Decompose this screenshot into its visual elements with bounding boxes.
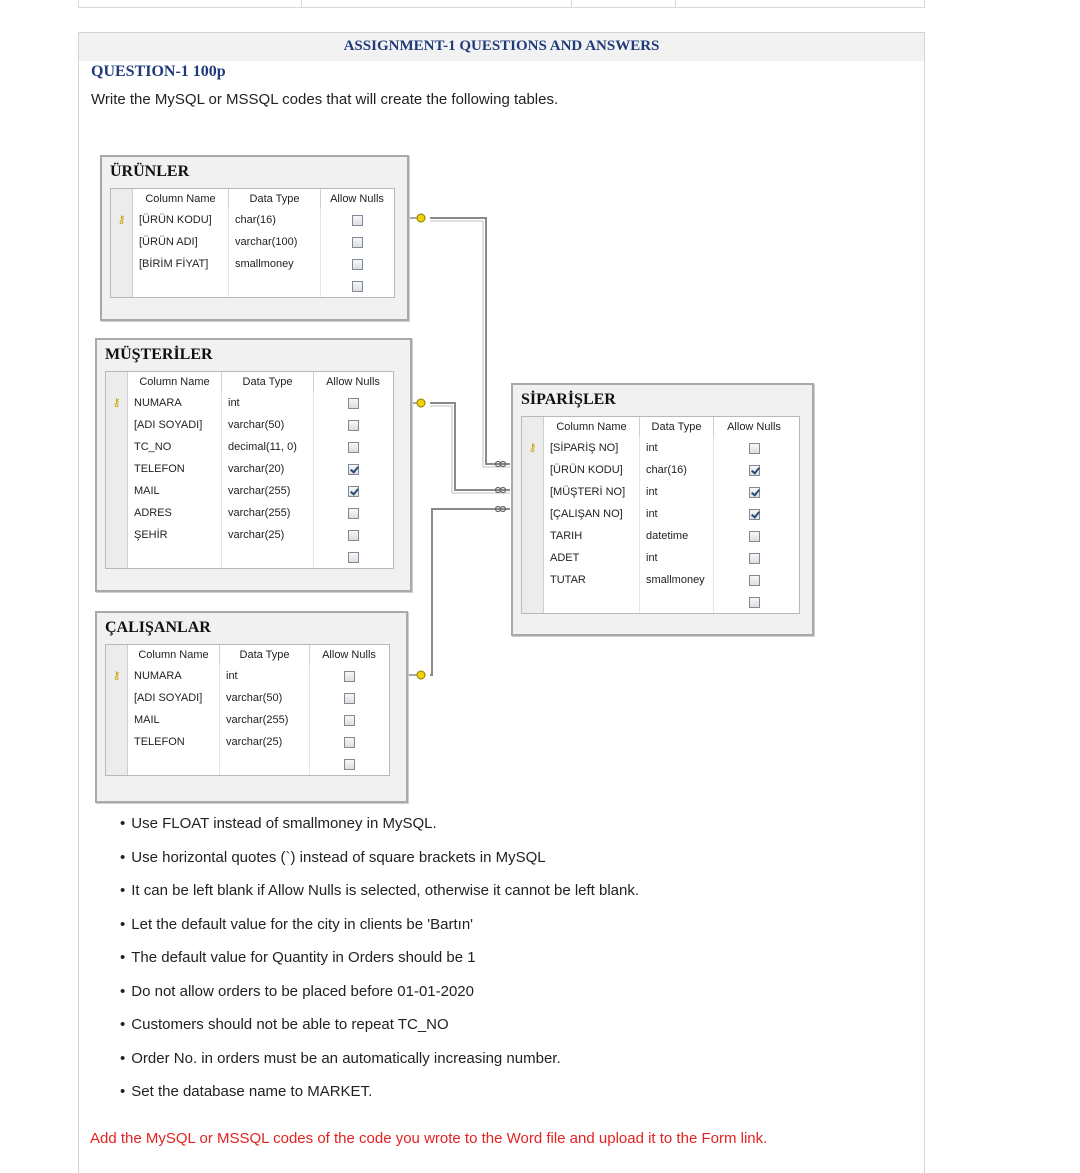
allow-nulls-checkbox[interactable] (344, 759, 355, 770)
table-row (106, 709, 389, 731)
relation-urunler-siparisler (430, 218, 510, 464)
allow-nulls-checkbox[interactable] (352, 237, 363, 248)
header-column-name: Column Name (128, 372, 222, 392)
allow-nulls-checkbox[interactable] (348, 442, 359, 453)
table-row (106, 524, 393, 546)
allow-nulls-checkbox[interactable] (749, 509, 760, 520)
table-row-empty (106, 546, 393, 568)
table-row (106, 392, 393, 414)
grid-header (106, 372, 393, 392)
table-row (106, 502, 393, 524)
allow-nulls-checkbox[interactable] (749, 575, 760, 586)
allow-nulls-checkbox[interactable] (348, 552, 359, 563)
column-name: [ADI SOYADI] (128, 414, 222, 436)
column-name: NUMARA (128, 665, 220, 687)
table-row (106, 436, 393, 458)
allow-nulls-checkbox[interactable] (344, 671, 355, 682)
column-name: [BİRİM FİYAT] (133, 253, 229, 275)
header-column-name: Column Name (133, 189, 229, 209)
column-name: TUTAR (544, 569, 640, 591)
column-name: NUMARA (128, 392, 222, 414)
table-row-empty (106, 753, 389, 775)
requirement-item: • Let the default value for the city in clients be 'Bartın' (120, 911, 639, 945)
data-type: smallmoney (229, 253, 321, 275)
page-title: ASSIGNMENT-1 QUESTIONS AND ANSWERS (343, 38, 660, 54)
table-title-musteriler: MÜŞTERİLER (105, 346, 213, 363)
grid-header (106, 645, 389, 665)
grid-musteriler (105, 371, 394, 569)
question-heading: QUESTION-1 100p (91, 63, 226, 80)
grid-siparisler (521, 416, 800, 614)
table-row-empty (111, 275, 394, 297)
data-type: int (222, 392, 314, 414)
header-data-type: Data Type (229, 189, 321, 209)
column-name: TC_NO (128, 436, 222, 458)
data-type: int (220, 665, 310, 687)
header-allow-nulls: Allow Nulls (326, 376, 380, 388)
data-type: varchar(255) (222, 480, 314, 502)
column-name: TELEFON (128, 458, 222, 480)
allow-nulls-checkbox[interactable] (352, 259, 363, 270)
allow-nulls-checkbox[interactable] (749, 553, 760, 564)
grid-calisanlar (105, 644, 390, 776)
primary-key-icon: ⚷ (112, 669, 121, 682)
column-name: [MÜŞTERİ NO] (544, 481, 640, 503)
table-row (522, 459, 799, 481)
column-name: ADET (544, 547, 640, 569)
table-row (522, 569, 799, 591)
header-data-type: Data Type (220, 645, 310, 665)
requirement-item: • Order No. in orders must be an automatically increasing number. (120, 1045, 639, 1079)
table-row (522, 481, 799, 503)
allow-nulls-checkbox[interactable] (348, 530, 359, 541)
data-type: varchar(50) (222, 414, 314, 436)
table-row (106, 665, 389, 687)
data-type: varchar(20) (222, 458, 314, 480)
table-row (522, 547, 799, 569)
column-name: [ÜRÜN KODU] (544, 459, 640, 481)
allow-nulls-checkbox[interactable] (348, 464, 359, 475)
requirement-item: • Use FLOAT instead of smallmoney in MySQL. (120, 810, 639, 844)
data-type: varchar(100) (229, 231, 321, 253)
table-title-siparisler: SİPARİŞLER (521, 391, 616, 408)
table-calisanlar (95, 611, 408, 803)
allow-nulls-checkbox[interactable] (749, 487, 760, 498)
data-type: decimal(11, 0) (222, 436, 314, 458)
data-type: varchar(25) (222, 524, 314, 546)
data-type: char(16) (229, 209, 321, 231)
table-row (522, 437, 799, 459)
table-row-empty (522, 591, 799, 613)
data-type: int (640, 503, 714, 525)
relation-calisanlar-siparisler (430, 509, 510, 675)
data-type: varchar(255) (222, 502, 314, 524)
allow-nulls-checkbox[interactable] (348, 420, 359, 431)
allow-nulls-checkbox[interactable] (749, 531, 760, 542)
column-name: ŞEHİR (128, 524, 222, 546)
relation-musteriler-siparisler (430, 403, 510, 490)
relation-key-calisanlar (417, 671, 425, 679)
data-type: varchar(255) (220, 709, 310, 731)
requirement-item: • It can be left blank if Allow Nulls is selected, otherwise it cannot be left blank. (120, 877, 639, 911)
allow-nulls-checkbox[interactable] (348, 508, 359, 519)
requirement-item: • Use horizontal quotes (`) instead of square brackets in MySQL (120, 844, 639, 878)
allow-nulls-checkbox[interactable] (348, 398, 359, 409)
header-data-type: Data Type (222, 372, 314, 392)
column-name: [ÜRÜN ADI] (133, 231, 229, 253)
data-type: int (640, 547, 714, 569)
column-name: ADRES (128, 502, 222, 524)
table-row (106, 480, 393, 502)
primary-key-icon: ⚷ (112, 396, 121, 409)
requirement-item: • Set the database name to MARKET. (120, 1078, 639, 1112)
table-row (111, 231, 394, 253)
submission-note: Add the MySQL or MSSQL codes of the code you wrote to the Word file and upload it to the Form link. (90, 1130, 768, 1147)
table-row (106, 458, 393, 480)
header-column-name: Column Name (544, 417, 640, 437)
requirement-item: • Do not allow orders to be placed before 01-01-2020 (120, 978, 639, 1012)
relation-key-musteriler (417, 399, 425, 407)
table-siparisler (511, 383, 814, 636)
allow-nulls-checkbox[interactable] (344, 737, 355, 748)
column-name: [ÜRÜN KODU] (133, 209, 229, 231)
column-name: MAIL (128, 480, 222, 502)
grid-header (111, 189, 394, 209)
table-urunler (100, 155, 409, 321)
header-data-type: Data Type (640, 417, 714, 437)
question-text: Write the MySQL or MSSQL codes that will create the following tables. (91, 91, 559, 108)
table-musteriler (95, 338, 412, 592)
column-name: [ADI SOYADI] (128, 687, 220, 709)
data-type: smallmoney (640, 569, 714, 591)
table-row (111, 209, 394, 231)
requirements-list (120, 810, 639, 1112)
data-type: varchar(50) (220, 687, 310, 709)
grid-urunler (110, 188, 395, 298)
table-title-urunler: ÜRÜNLER (110, 163, 190, 180)
data-type: int (640, 437, 714, 459)
column-name: TELEFON (128, 731, 220, 753)
allow-nulls-checkbox[interactable] (749, 465, 760, 476)
requirement-item: • Customers should not be able to repeat TC_NO (120, 1011, 639, 1045)
header-allow-nulls: Allow Nulls (330, 193, 384, 205)
header-column-name: Column Name (128, 645, 220, 665)
requirement-item: • The default value for Quantity in Orders should be 1 (120, 944, 639, 978)
allow-nulls-checkbox[interactable] (348, 486, 359, 497)
grid-header (522, 417, 799, 437)
table-title-calisanlar: ÇALIŞANLAR (105, 619, 211, 636)
data-type: char(16) (640, 459, 714, 481)
column-name: MAIL (128, 709, 220, 731)
table-row (522, 525, 799, 547)
allow-nulls-checkbox[interactable] (344, 715, 355, 726)
allow-nulls-checkbox[interactable] (352, 215, 363, 226)
relation-key-urunler (417, 214, 425, 222)
allow-nulls-checkbox[interactable] (749, 597, 760, 608)
allow-nulls-checkbox[interactable] (352, 281, 363, 292)
data-type: int (640, 481, 714, 503)
table-row (106, 731, 389, 753)
allow-nulls-checkbox[interactable] (344, 693, 355, 704)
header-allow-nulls: Allow Nulls (322, 649, 376, 661)
table-row (106, 414, 393, 436)
header-allow-nulls: Allow Nulls (727, 421, 781, 433)
table-row (111, 253, 394, 275)
table-row (106, 687, 389, 709)
data-type: datetime (640, 525, 714, 547)
allow-nulls-checkbox[interactable] (749, 443, 760, 454)
primary-key-icon: ⚷ (117, 213, 126, 226)
table-row (522, 503, 799, 525)
column-name: TARIH (544, 525, 640, 547)
data-type: varchar(25) (220, 731, 310, 753)
column-name: [ÇALIŞAN NO] (544, 503, 640, 525)
column-name: [SİPARİŞ NO] (544, 437, 640, 459)
primary-key-icon: ⚷ (528, 441, 537, 454)
